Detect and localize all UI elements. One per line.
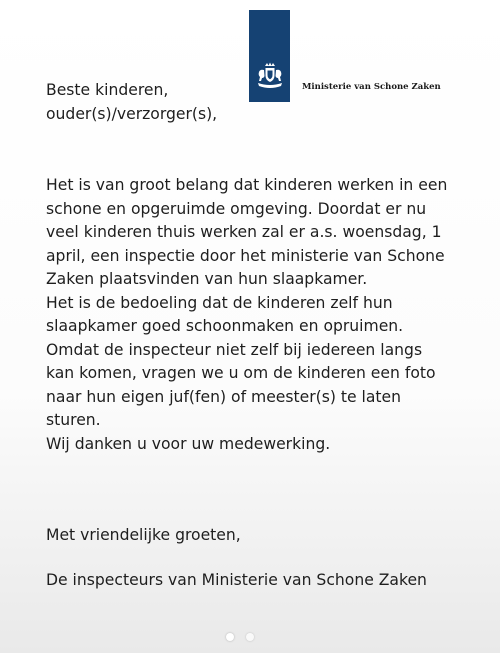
- ministry-name: Ministerie van Schone Zaken: [302, 82, 441, 92]
- carousel-dot-1[interactable]: [226, 633, 234, 641]
- body-line: schone en opgeruimde omgeving. Doordat er nu: [46, 199, 427, 218]
- body-line: Het is de bedoeling dat de kinderen zelf hun: [46, 293, 393, 312]
- signature-line: De inspecteurs van Ministerie van Schone Zaken: [46, 571, 427, 589]
- carousel-indicator: [226, 633, 254, 641]
- body-line: Omdat de inspecteur niet zelf bij iedereen langs: [46, 340, 423, 359]
- salutation-line: ouder(s)/verzorger(s),: [46, 104, 218, 123]
- letter-body: [46, 174, 486, 456]
- body-line: april, een inspectie door het ministerie van Schone: [46, 246, 445, 265]
- carousel-dot-2[interactable]: [246, 633, 254, 641]
- body-line: Zaken plaatsvinden van hun slaapkamer.: [46, 270, 368, 288]
- body-line: naar hun eigen juf(fen) of meester(s) te laten: [46, 387, 402, 406]
- salutation: [46, 79, 486, 126]
- closing: [46, 524, 486, 548]
- body-line: slaapkamer goed schoonmaken en opruimen.: [46, 317, 404, 335]
- body-line: Wij danken u voor uw medewerking.: [46, 434, 331, 453]
- salutation-line: Beste kinderen,: [46, 81, 169, 99]
- body-line: Het is van groot belang dat kinderen werken in een: [46, 176, 448, 194]
- signature: [46, 569, 486, 593]
- body-line: kan komen, vragen we u om de kinderen een foto: [46, 364, 436, 382]
- body-line: veel kinderen thuis werken zal er a.s. woensdag, 1: [46, 223, 442, 241]
- closing-line: Met vriendelijke groeten,: [46, 526, 241, 544]
- body-line: sturen.: [46, 411, 101, 429]
